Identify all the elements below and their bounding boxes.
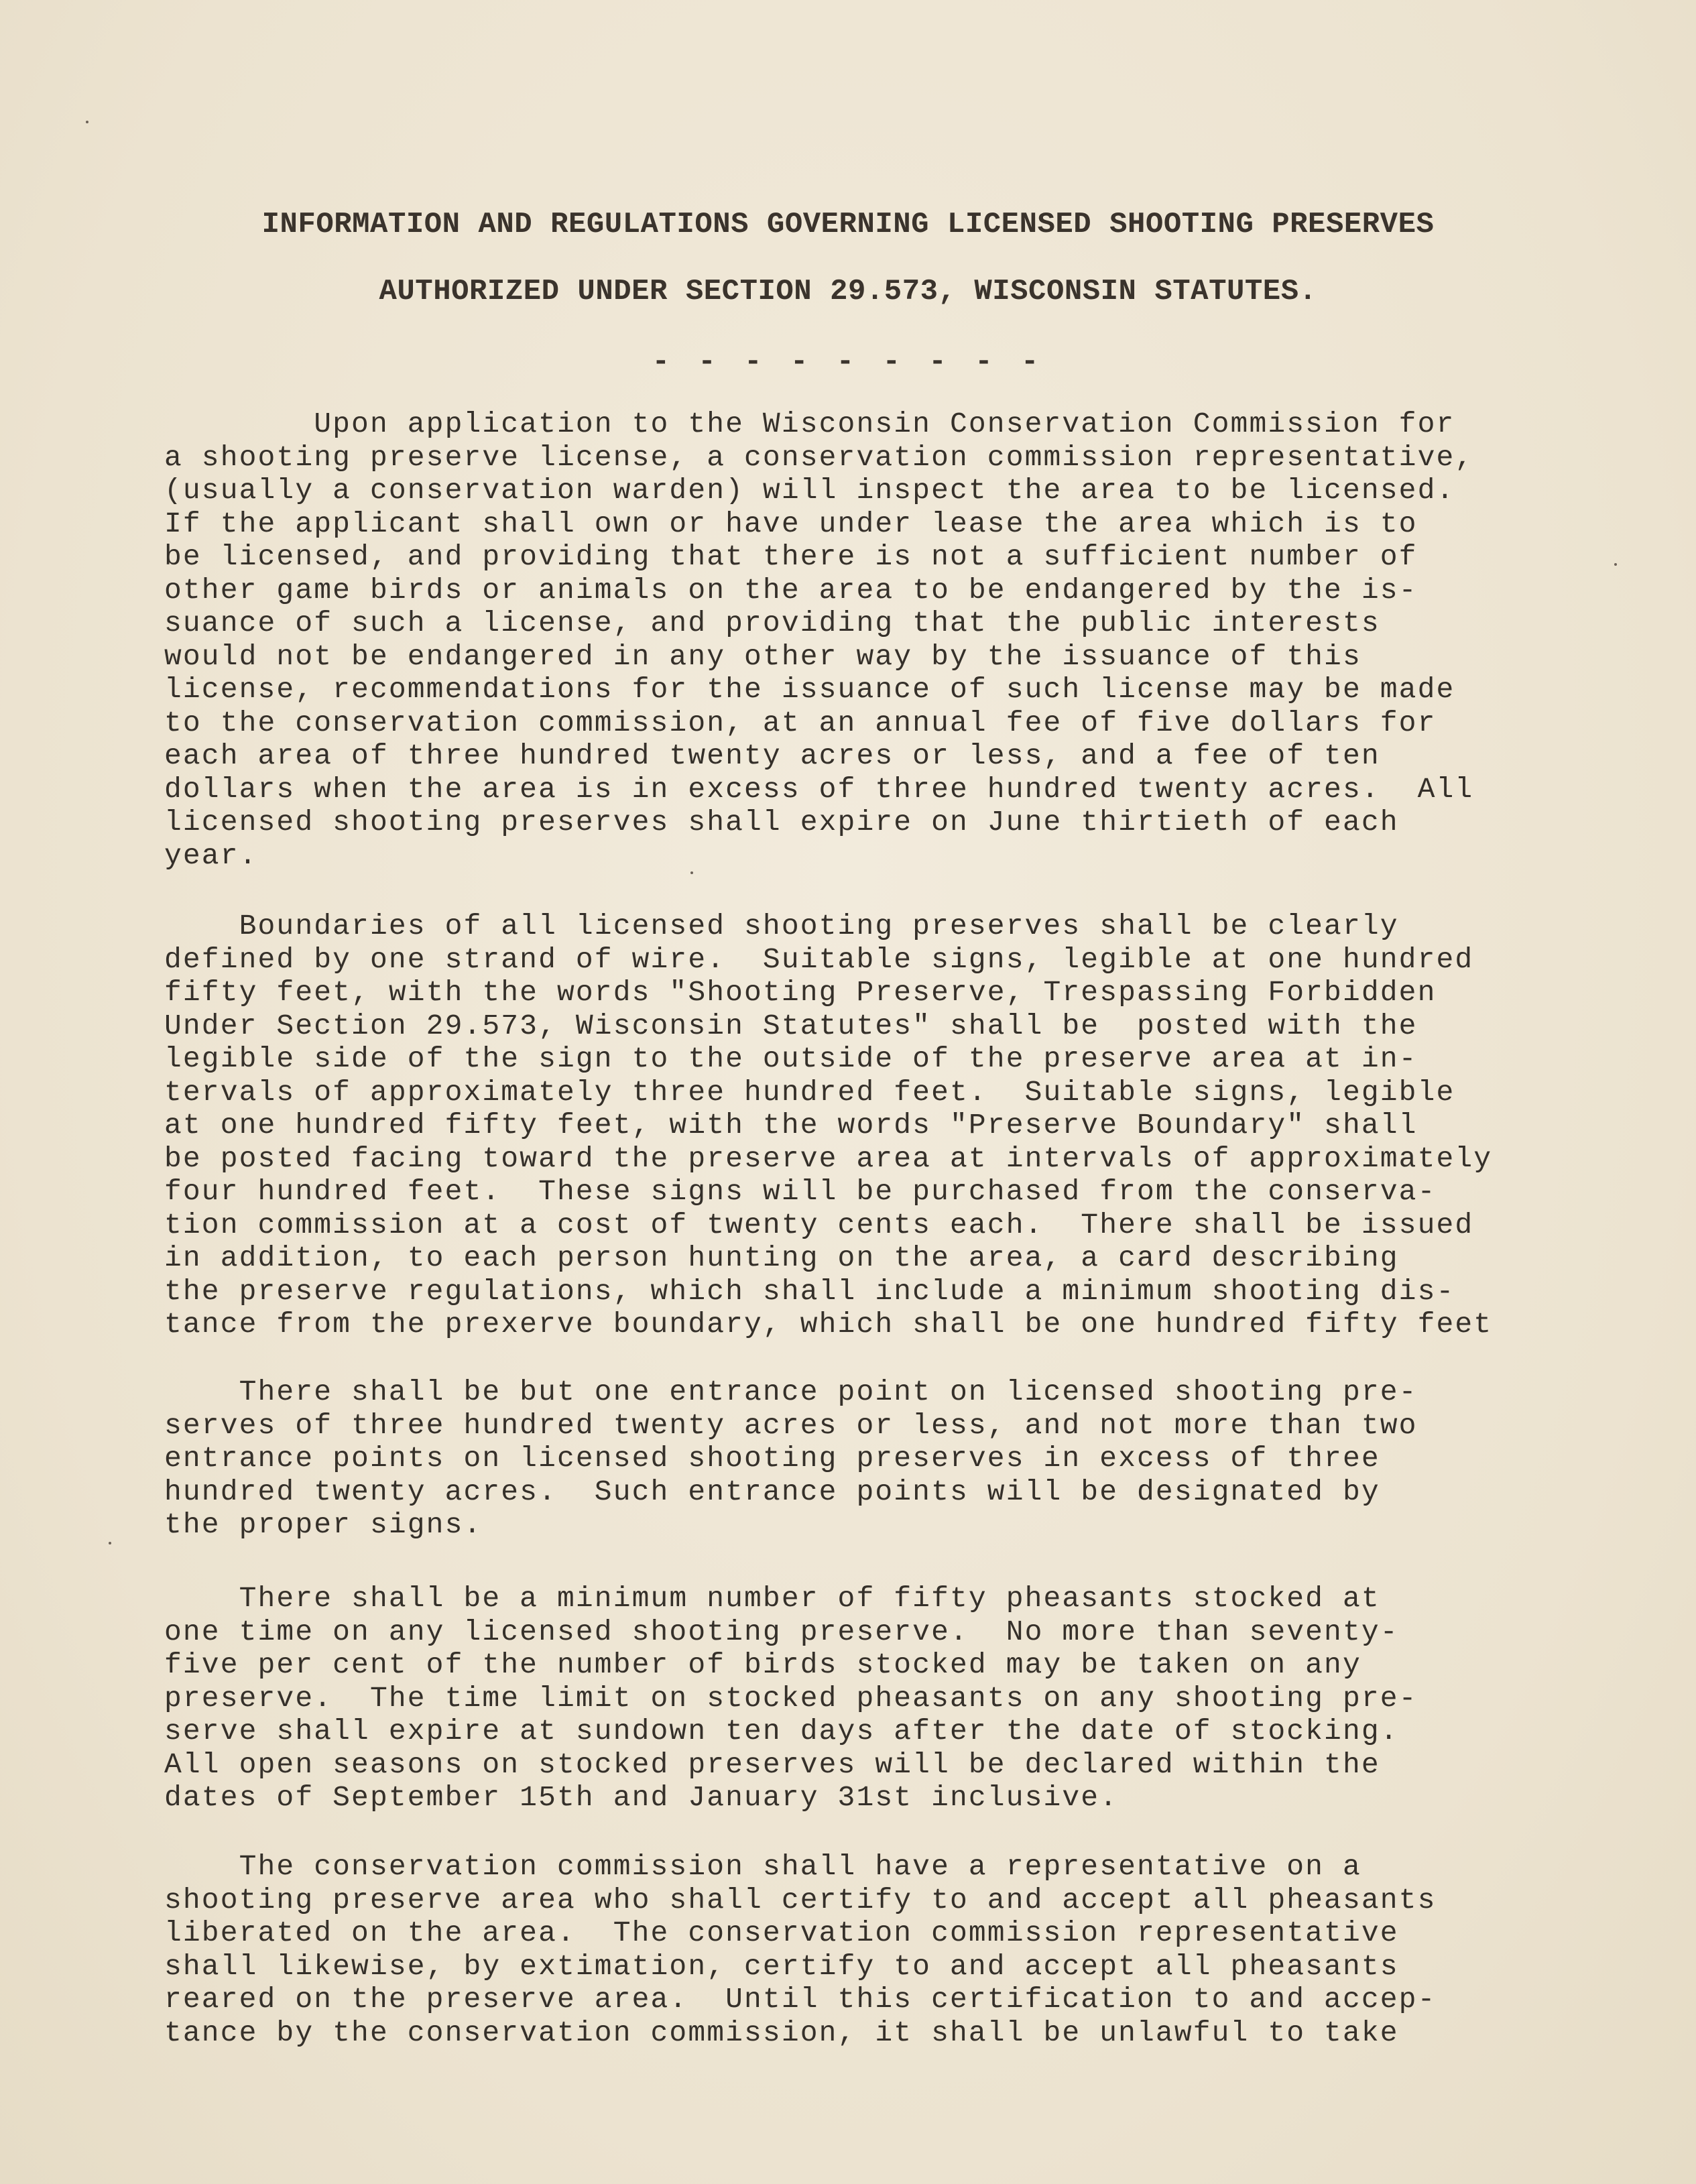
paragraph-application	[164, 408, 1592, 872]
text-line: shooting preserve area who shall certify to and accept all pheasants	[164, 1883, 1437, 1917]
text-line: defined by one strand of wire. Suitable signs, legible at one hundred	[164, 943, 1474, 976]
text-line: tance from the prexerve boundary, which shall be one hundred fifty feet	[164, 1308, 1493, 1341]
text-line: each area of three hundred twenty acres or less, and a fee of ten	[164, 739, 1380, 772]
text-line: reared on the preserve area. Until this certification to and accep-	[164, 1983, 1437, 2016]
document-title-line-1: INFORMATION AND REGULATIONS GOVERNING LICENSED SHOOTING PRESERVES	[261, 208, 1435, 241]
text-line: All open seasons on stocked preserves will be declared within the	[164, 1748, 1380, 1781]
text-line: There shall be a minimum number of fifty pheasants stocked at	[164, 1582, 1380, 1615]
paragraph-entrance-points	[164, 1376, 1592, 1542]
text-line: one time on any licensed shooting preserve. No more than seventy-	[164, 1615, 1399, 1648]
text-line: preserve. The time limit on stocked pheasants on any shooting pre-	[164, 1681, 1418, 1715]
text-line: other game birds or animals on the area to be endangered by the is-	[164, 573, 1418, 607]
text-line: legible side of the sign to the outside of the preserve area at in-	[164, 1042, 1418, 1075]
text-line: be posted facing toward the preserve area at intervals of approximately	[164, 1142, 1493, 1175]
text-line: liberated on the area. The conservation commission representative	[164, 1917, 1399, 1949]
text-line: tervals of approximately three hundred feet. Suitable signs, legible	[164, 1075, 1455, 1109]
text-line: licensed shooting preserves shall expire on June thirtieth of each	[164, 806, 1399, 839]
text-line: serves of three hundred twenty acres or less, and not more than two	[164, 1408, 1418, 1442]
paper-speck	[86, 121, 88, 123]
text-line: dates of September 15th and January 31st inclusive.	[164, 1781, 1119, 1814]
text-line: shall likewise, by extimation, certify to and accept all pheasants	[164, 1949, 1399, 1983]
text-line: five per cent of the number of birds stocked may be taken on any	[164, 1648, 1361, 1681]
paragraph-certification	[164, 1850, 1592, 2049]
text-line: be licensed, and providing that there is not a sufficient number of	[164, 540, 1418, 573]
paper-speck	[690, 871, 693, 874]
text-line: to the conservation commission, at an annual fee of five dollars for	[164, 706, 1437, 739]
text-line: fifty feet, with the words "Shooting Preserve, Trespassing Forbidden	[164, 976, 1437, 1009]
text-line: the proper signs.	[164, 1508, 483, 1541]
text-line: in addition, to each person hunting on the area, a card describing	[164, 1241, 1399, 1274]
title-separator: - - - - - - - - -	[652, 345, 1044, 379]
text-line: license, recommendations for the issuance of such license may be made	[164, 673, 1455, 706]
text-line: There shall be but one entrance point on licensed shooting pre-	[164, 1376, 1418, 1408]
text-line: the preserve regulations, which shall include a minimum shooting dis-	[164, 1274, 1455, 1308]
document-title-line-2: AUTHORIZED UNDER SECTION 29.573, WISCONSIN STATUTES.	[379, 275, 1317, 308]
text-line: serve shall expire at sundown ten days after the date of stocking.	[164, 1715, 1399, 1748]
paragraph-boundaries	[164, 910, 1592, 1341]
text-line: The conservation commission shall have a representative on a	[164, 1850, 1361, 1883]
text-line: tance by the conservation commission, it shall be unlawful to take	[164, 2016, 1399, 2049]
text-line: (usually a conservation warden) will inspect the area to be licensed.	[164, 474, 1455, 507]
text-line: at one hundred fifty feet, with the words "Preserve Boundary" shall	[164, 1109, 1418, 1142]
text-line: a shooting preserve license, a conservation commission representative,	[164, 440, 1474, 474]
text-line: Under Section 29.573, Wisconsin Statutes" shall be posted with the	[164, 1009, 1418, 1042]
text-line: hundred twenty acres. Such entrance points will be designated by	[164, 1475, 1380, 1508]
text-line: would not be endangered in any other way by the issuance of this	[164, 640, 1361, 673]
text-line: four hundred feet. These signs will be purchased from the conserva-	[164, 1175, 1437, 1208]
text-line: suance of such a license, and providing that the public interests	[164, 607, 1380, 640]
text-line: entrance points on licensed shooting preserves in excess of three	[164, 1442, 1380, 1475]
paragraph-pheasant-stocking	[164, 1582, 1592, 1815]
text-line: If the applicant shall own or have under lease the area which is to	[164, 507, 1418, 540]
paper-speck	[1614, 563, 1617, 566]
text-line: tion commission at a cost of twenty cents each. There shall be issued	[164, 1208, 1474, 1241]
paper-speck	[109, 1542, 111, 1544]
text-line: Boundaries of all licensed shooting preserves shall be clearly	[164, 910, 1399, 943]
text-line: Upon application to the Wisconsin Conservation Commission for	[164, 408, 1455, 440]
text-line: dollars when the area is in excess of three hundred twenty acres. All	[164, 772, 1474, 806]
text-line: year.	[164, 839, 258, 872]
